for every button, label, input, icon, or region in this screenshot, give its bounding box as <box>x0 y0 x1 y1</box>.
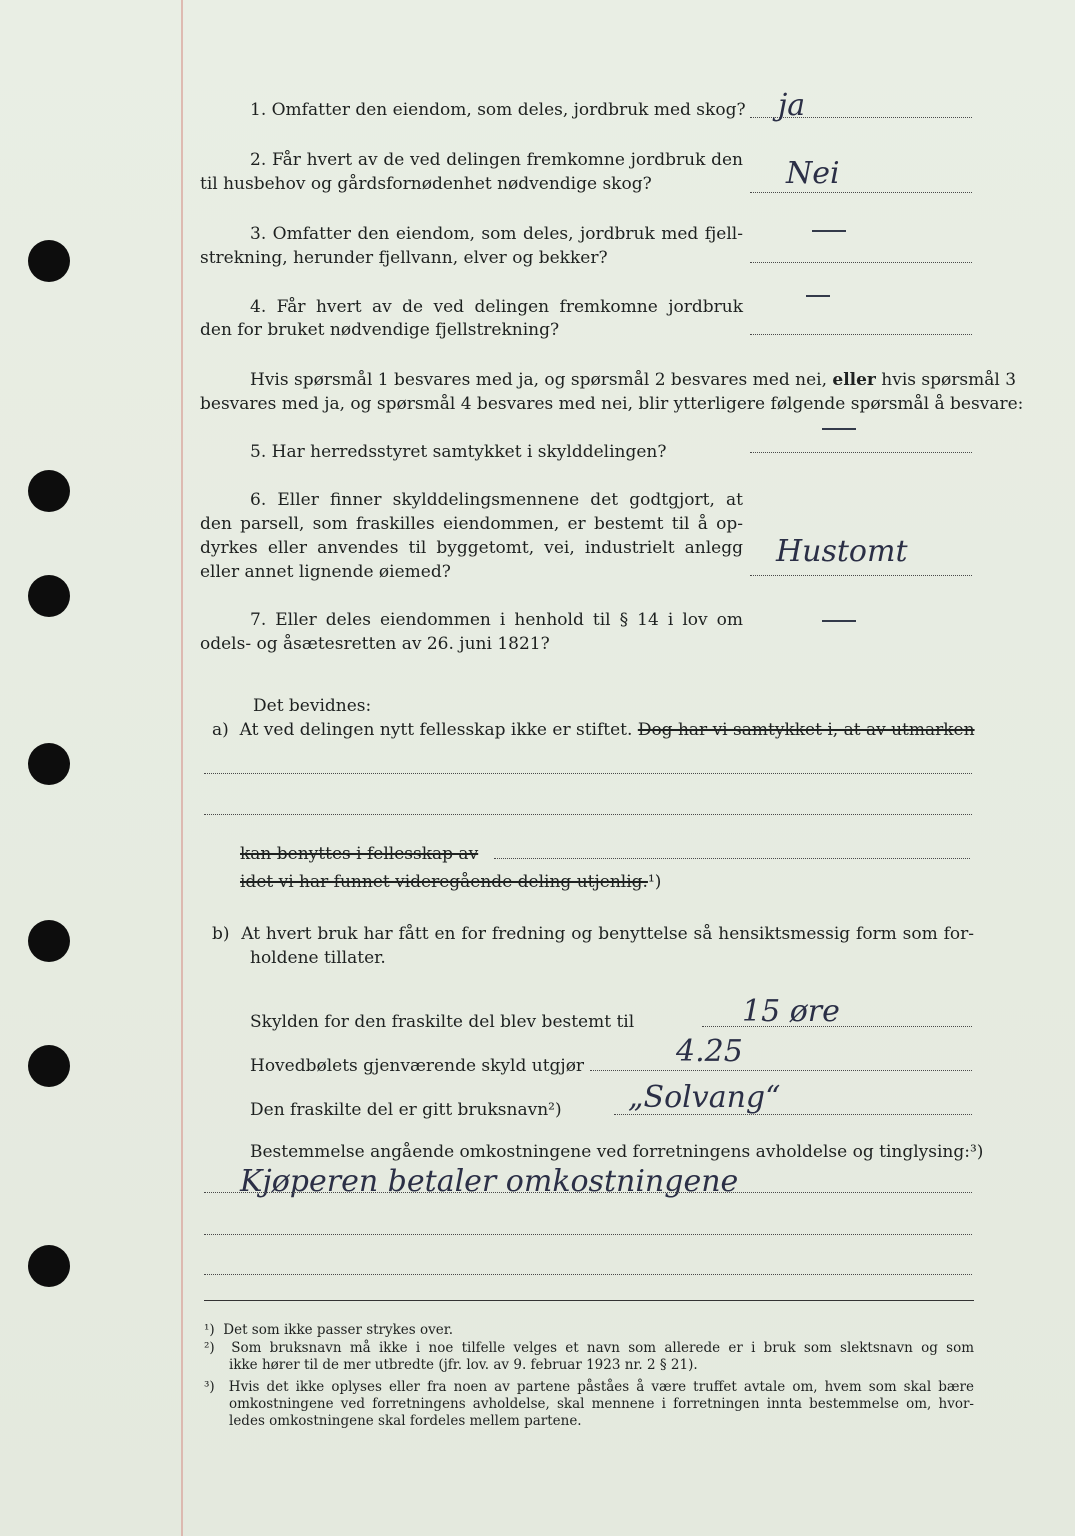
question-7-line-1: 7. Eller deles eiendommen i henhold til § 14 i lov om <box>250 610 743 630</box>
question-6-line-3: dyrkes eller anvendes til byggetomt, vei, industrielt anlegg <box>200 538 743 558</box>
answer-2: Nei <box>786 156 840 191</box>
question-5: 5. Har herredsstyret samtykket i skylddelingen? <box>250 442 667 462</box>
instruction-bold: eller <box>832 370 876 390</box>
answer-4-dash <box>806 295 830 297</box>
item-label: a) <box>212 720 229 740</box>
field-skyld-value: 15 øre <box>742 994 840 1029</box>
answer-line <box>750 575 972 576</box>
question-1: 1. Omfatter den eiendom, som deles, jordbruk med skog? <box>250 100 746 120</box>
blank-line <box>204 1274 972 1275</box>
footnote-1 <box>204 1322 453 1339</box>
blank-line <box>204 1192 972 1193</box>
footnote-divider <box>204 1300 974 1301</box>
struck-line-2 <box>240 870 661 894</box>
punch-hole <box>28 240 70 282</box>
item-label: b) <box>212 924 230 944</box>
footnote-mark: ¹) <box>204 1322 215 1338</box>
blank-line <box>204 773 972 774</box>
footnote-ref: ¹) <box>647 872 662 892</box>
footnote-3-line-2: omkostningene ved forretningens avholdelse, skal mennene i forretningen innta bestemmelse om, hvor- <box>229 1396 974 1412</box>
attestation-heading: Det bevidnes: <box>253 696 372 716</box>
footnote-text: Det som ikke passer strykes over. <box>223 1322 454 1338</box>
question-6-line-1: 6. Eller finner skylddelingsmennene det godtgjort, at <box>250 490 743 510</box>
question-2-line-2: til husbehov og gårdsfornødenhet nødvendige skog? <box>200 174 652 194</box>
answer-line <box>750 192 972 193</box>
punch-hole <box>28 1045 70 1087</box>
answer-3-dash <box>812 230 846 232</box>
margin-line <box>181 0 183 1536</box>
question-3-line-2: strekning, herunder fjellvann, elver og bekker? <box>200 248 608 268</box>
cost-provision-label: Bestemmelse angående omkostningene ved forretningens avholdelse og tinglysing:³) <box>250 1142 984 1162</box>
attestation-b-line-1 <box>212 922 974 946</box>
instruction-line-1 <box>250 368 1016 392</box>
footnote-2-line-1 <box>204 1340 974 1357</box>
instruction-text: hvis spørsmål 3 <box>875 370 1017 390</box>
attestation-b-line-2: holdene tillater. <box>250 948 386 968</box>
footnote-mark: ³) <box>204 1379 215 1395</box>
struck-text: idet vi har funnet videregående deling utjenlig. <box>240 872 648 892</box>
answer-7-dash <box>822 620 856 622</box>
blank-line <box>204 814 972 815</box>
blank-line <box>494 858 970 859</box>
answer-6: Hustomt <box>776 534 908 569</box>
footnote-3-line-1 <box>204 1379 974 1396</box>
footnote-text: Hvis det ikke oplyses eller fra noen av partene påståes å være truffet avtale om, hvem som skal bære <box>228 1379 974 1395</box>
item-text: At hvert bruk har fått en for fredning og benyttelse så hensiktsmessig form som for- <box>241 924 974 944</box>
field-line <box>590 1070 972 1071</box>
punch-hole <box>28 575 70 617</box>
answer-5-dash <box>822 428 856 430</box>
punch-hole <box>28 470 70 512</box>
punch-hole <box>28 920 70 962</box>
field-hovedbol-label: Hovedbølets gjenværende skyld utgjør <box>250 1056 585 1076</box>
question-6-line-2: den parsell, som fraskilles eiendommen, er bestemt til å op- <box>200 514 743 534</box>
punch-hole <box>28 1245 70 1287</box>
punch-hole <box>28 743 70 785</box>
answer-1: ja <box>778 88 806 123</box>
footnote-2-line-2: ikke hører til de mer utbredte (jfr. lov. av 9. februar 1923 nr. 2 § 21). <box>229 1357 698 1373</box>
question-4-line-1: 4. Får hvert av de ved delingen fremkomne jordbruk <box>250 297 743 317</box>
struck-line-1: kan benyttes i fellesskap av <box>240 844 479 864</box>
question-4-line-2: den for bruket nødvendige fjellstrekning? <box>200 320 560 340</box>
question-3-line-1: 3. Omfatter den eiendom, som deles, jordbruk med fjell- <box>250 224 743 244</box>
instruction-line-2: besvares med ja, og spørsmål 4 besvares med nei, blir ytterligere følgende spørsmål å besvare: <box>200 394 1024 414</box>
field-hovedbol-value: 4.25 <box>676 1034 743 1069</box>
footnote-mark: ²) <box>204 1340 215 1356</box>
field-bruksnavn-label: Den fraskilte del er gitt bruksnavn²) <box>250 1100 562 1120</box>
blank-line <box>204 1234 972 1235</box>
question-6-line-4: eller annet lignende øiemed? <box>200 562 451 582</box>
struck-text: Dog har vi samtykket i, at av utmarken <box>637 720 975 740</box>
attestation-a <box>212 718 975 742</box>
cost-provision-value: Kjøperen betaler omkostningene <box>240 1164 739 1199</box>
footnote-text: Som bruksnavn må ikke i noe tilfelle velges et navn som allerede er i bruk som slektsnavn og som <box>231 1340 974 1356</box>
answer-line <box>750 452 972 453</box>
question-2-line-1: 2. Får hvert av de ved delingen fremkomne jordbruk den <box>250 150 743 170</box>
answer-line <box>750 262 972 263</box>
field-skyld-label: Skylden for den fraskilte del blev bestemt til <box>250 1012 635 1032</box>
question-7-line-2: odels- og åsætesretten av 26. juni 1821? <box>200 634 550 654</box>
footnote-3-line-3: ledes omkostningene skal fordeles mellem partene. <box>229 1413 582 1429</box>
instruction-text: Hvis spørsmål 1 besvares med ja, og spørsmål 2 besvares med nei, <box>250 370 833 390</box>
field-bruksnavn-value: „Solvang“ <box>628 1080 781 1115</box>
answer-line <box>750 334 972 335</box>
item-text: At ved delingen nytt fellesskap ikke er stiftet. <box>239 720 633 740</box>
